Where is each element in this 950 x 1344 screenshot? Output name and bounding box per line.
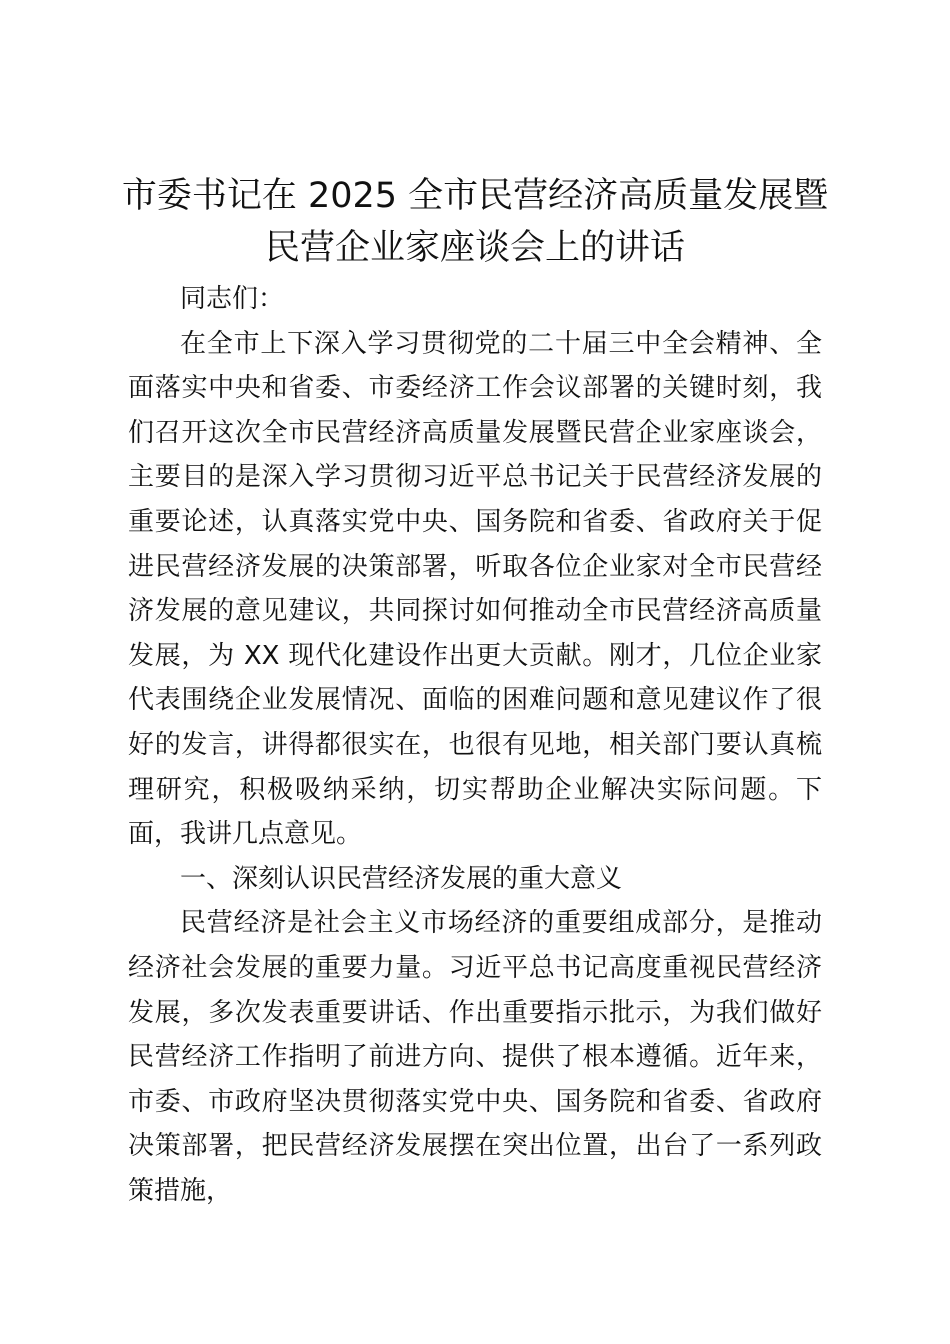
paragraph-intro: 在全市上下深入学习贯彻党的二十届三中全会精神、全面落实中央和省委、市委经济工作会议部署的关键时刻，我们召开这次全市民营经济高质量发展暨民营企业家座谈会，主要目的是深入学习贯彻习近平总书记关于民营经济发展的重要论述，认真落实党中央、国务院和省委、省政府关于促进民营经济发展的决策部署，听取各位企业家对全市民营经济发展的意见建议，共同探讨如何推动全市民营经济高质量发展，为 XX 现代化建设作出更大贡献。刚才，几位企业家代表围绕企业发展情况、面临的困难问题和意见建议作了很好的发言，讲得都很实在，也很有见地，相关部门要认真梳理研究，积极吸纳采纳，切实帮助企业解决实际问题。下面，我讲几点意见。 — [128, 328, 822, 850]
paragraph-section-1: 民营经济是社会主义市场经济的重要组成部分，是推动经济社会发展的重要力量。习近平总书记高度重视民营经济发展，多次发表重要讲话、作出重要指示批示，为我们做好民营经济工作指明了前进方向、提供了根本遵循。近年来，市委、市政府坚决贯彻落实党中央、国务院和省委、省政府决策部署，把民营经济发展摆在突出位置，出台了一系列政策措施， — [128, 908, 822, 1206]
greeting: 同志们： — [180, 284, 285, 314]
document-body — [128, 277, 822, 1213]
document-title — [110, 170, 840, 274]
title-line-1: 市委书记在 2025 全市民营经济高质量发展暨 — [121, 176, 829, 216]
section-heading: 一、深刻认识民营经济发展的重大意义 — [180, 863, 623, 894]
title-line-2: 民营企业家座谈会上的讲话 — [264, 228, 685, 268]
